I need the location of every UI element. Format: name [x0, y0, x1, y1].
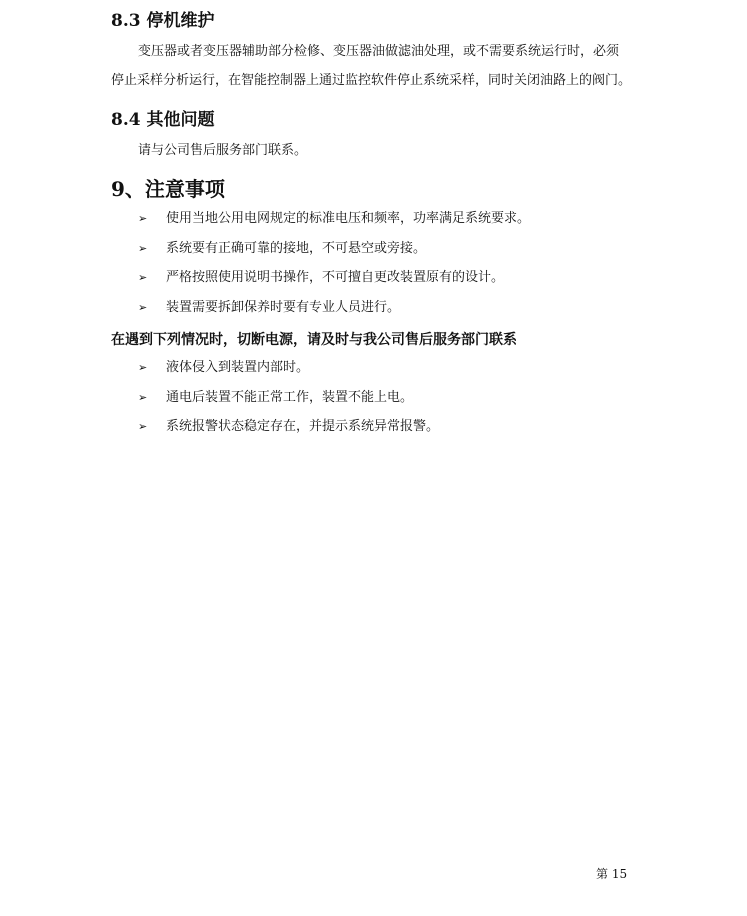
list-item: [138, 298, 400, 318]
bullet-arrow-icon: ➢: [138, 301, 148, 314]
list-item-text: 系统报警状态稳定存在，并提示系统异常报警。: [166, 419, 440, 434]
list-item-text: 使用当地公用电网规定的标准电压和频率，功率满足系统要求。: [166, 211, 531, 226]
emergency-title: 在遇到下列情况时，切断电源，请及时与我公司售后服务部门联系: [111, 332, 517, 348]
bullet-arrow-icon: ➢: [138, 420, 148, 433]
bullet-arrow-icon: ➢: [138, 361, 148, 374]
section-8-4-paragraph: 请与公司售后服务部门联系。: [138, 143, 308, 158]
list-item-text: 通电后装置不能正常工作，装置不能上电。: [166, 390, 414, 405]
section-8-4-heading: 8.4 其他问题: [111, 110, 215, 130]
bullet-arrow-icon: ➢: [138, 212, 148, 225]
list-item-text: 装置需要拆卸保养时要有专业人员进行。: [166, 300, 401, 315]
bullet-arrow-icon: ➢: [138, 391, 148, 404]
bullet-arrow-icon: ➢: [138, 271, 148, 284]
list-item: [138, 268, 504, 288]
section-8-3-paragraph-line-1: 变压器或者变压器辅助部分检修、变压器油做滤油处理，或不需要系统运行时，必须: [138, 44, 620, 59]
page-number: 第 15: [596, 867, 628, 881]
section-9-heading: 9、注意事项: [111, 177, 225, 201]
list-item: [138, 388, 413, 408]
list-item: [138, 239, 426, 259]
list-item: [138, 358, 309, 378]
list-item-text: 严格按照使用说明书操作，不可擅自更改装置原有的设计。: [166, 270, 505, 285]
list-item: [138, 209, 530, 229]
section-8-3-paragraph-line-2: 停止采样分析运行，在智能控制器上通过监控软件停止系统采样，同时关闭油路上的阀门。: [111, 73, 632, 88]
section-8-3-heading: 8.3 停机维护: [111, 11, 215, 31]
list-item-text: 液体侵入到装置内部时。: [166, 360, 310, 375]
list-item-text: 系统要有正确可靠的接地，不可悬空或旁接。: [166, 241, 427, 256]
bullet-arrow-icon: ➢: [138, 242, 148, 255]
list-item: [138, 417, 439, 437]
